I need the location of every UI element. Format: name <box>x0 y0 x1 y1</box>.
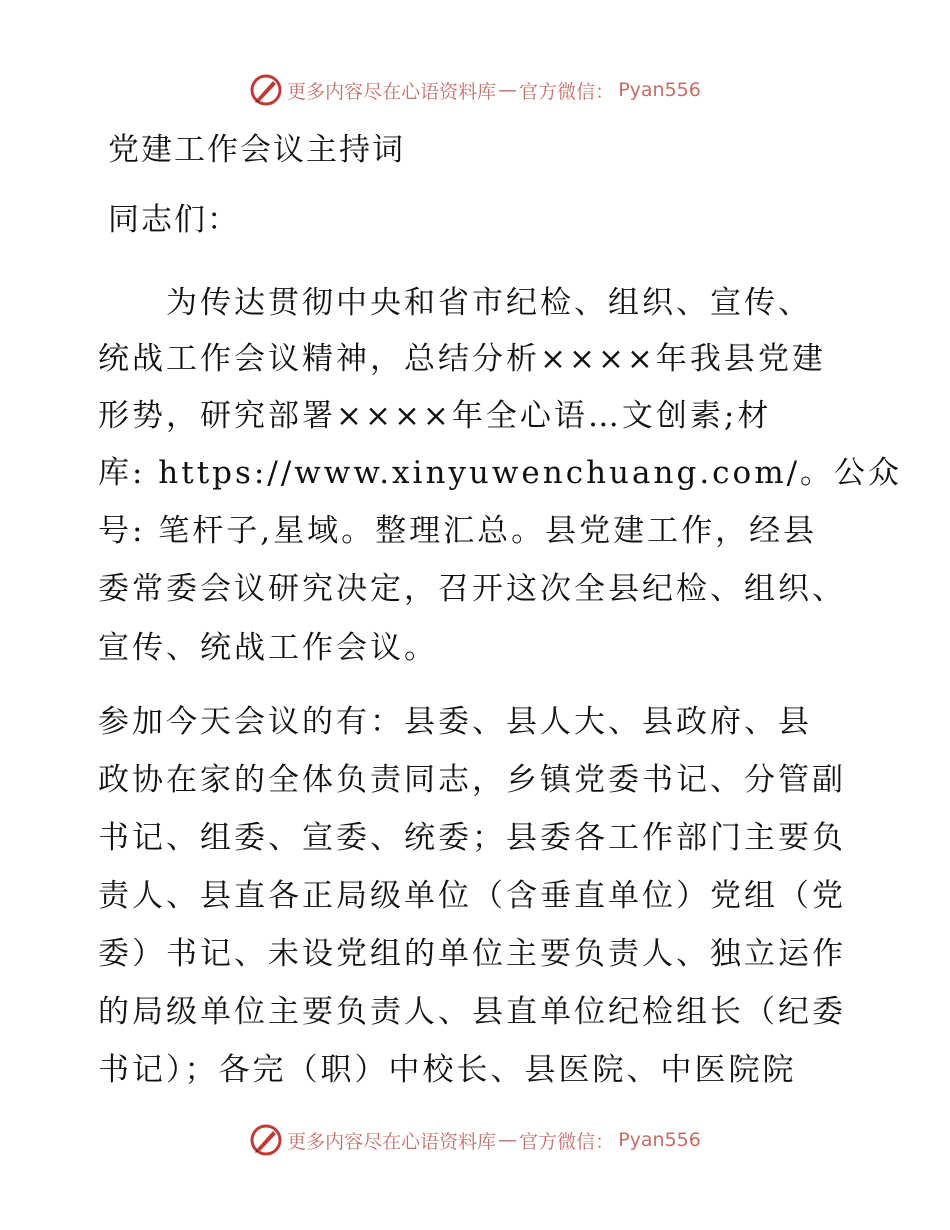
paragraph-line: 号: 笔杆子,星域。整理汇总。县党建工作，经县 <box>98 513 818 549</box>
footer-watermark-banner <box>0 1120 950 1160</box>
banner-separator: — <box>498 1129 518 1151</box>
paragraph-line: 书记、组委、宣委、统委；县委各工作部门主要负 <box>98 820 846 856</box>
quill-pen-logo-icon <box>249 73 283 107</box>
banner-wechat-label: 官方微信： <box>519 80 615 103</box>
paragraph-line: 委）书记、未设党组的单位主要负责人、独立运作 <box>98 936 846 972</box>
paragraph-line: 书记）；各完（职）中校长、县医院、中医院院 <box>98 1052 797 1088</box>
paragraph-line: 形势，研究部署××××年全心语…文创素;材 <box>98 398 772 434</box>
banner-wechat-id: Pyan556 <box>618 79 701 101</box>
paragraph-line: 为传达贯彻中央和省市纪检、组织、宣传、 <box>98 285 812 321</box>
header-watermark-banner <box>0 70 950 110</box>
paragraph-line: 委常委会议研究决定，召开这次全县纪检、组织、 <box>98 571 846 607</box>
document-title: 党建工作会议主持词 <box>108 132 405 168</box>
paragraph-line: 宣传、统战工作会议。 <box>98 630 438 666</box>
banner-separator: — <box>498 79 518 101</box>
paragraph-line: 统战工作会议精神，总结分析××××年我县党建 <box>98 341 826 377</box>
banner-text: 更多内容尽在心语资料库 <box>287 80 497 103</box>
paragraph-line: 责人、县直各正局级单位（含垂直单位）党组（党 <box>98 878 846 914</box>
banner-text: 更多内容尽在心语资料库 <box>287 1130 497 1153</box>
paragraph-line: 参加今天会议的有：县委、县人大、县政府、县 <box>98 704 812 740</box>
banner-wechat-label: 官方微信： <box>519 1130 615 1153</box>
salutation: 同志们： <box>108 202 240 238</box>
paragraph-line: 库: https://www.xinyuwenchuang.com/。公众 <box>98 455 903 491</box>
quill-pen-logo-icon <box>249 1123 283 1157</box>
paragraph-line: 的局级单位主要负责人、县直单位纪检组长（纪委 <box>98 994 846 1030</box>
paragraph-line: 政协在家的全体负责同志，乡镇党委书记、分管副 <box>98 762 846 798</box>
banner-wechat-id: Pyan556 <box>618 1129 701 1151</box>
